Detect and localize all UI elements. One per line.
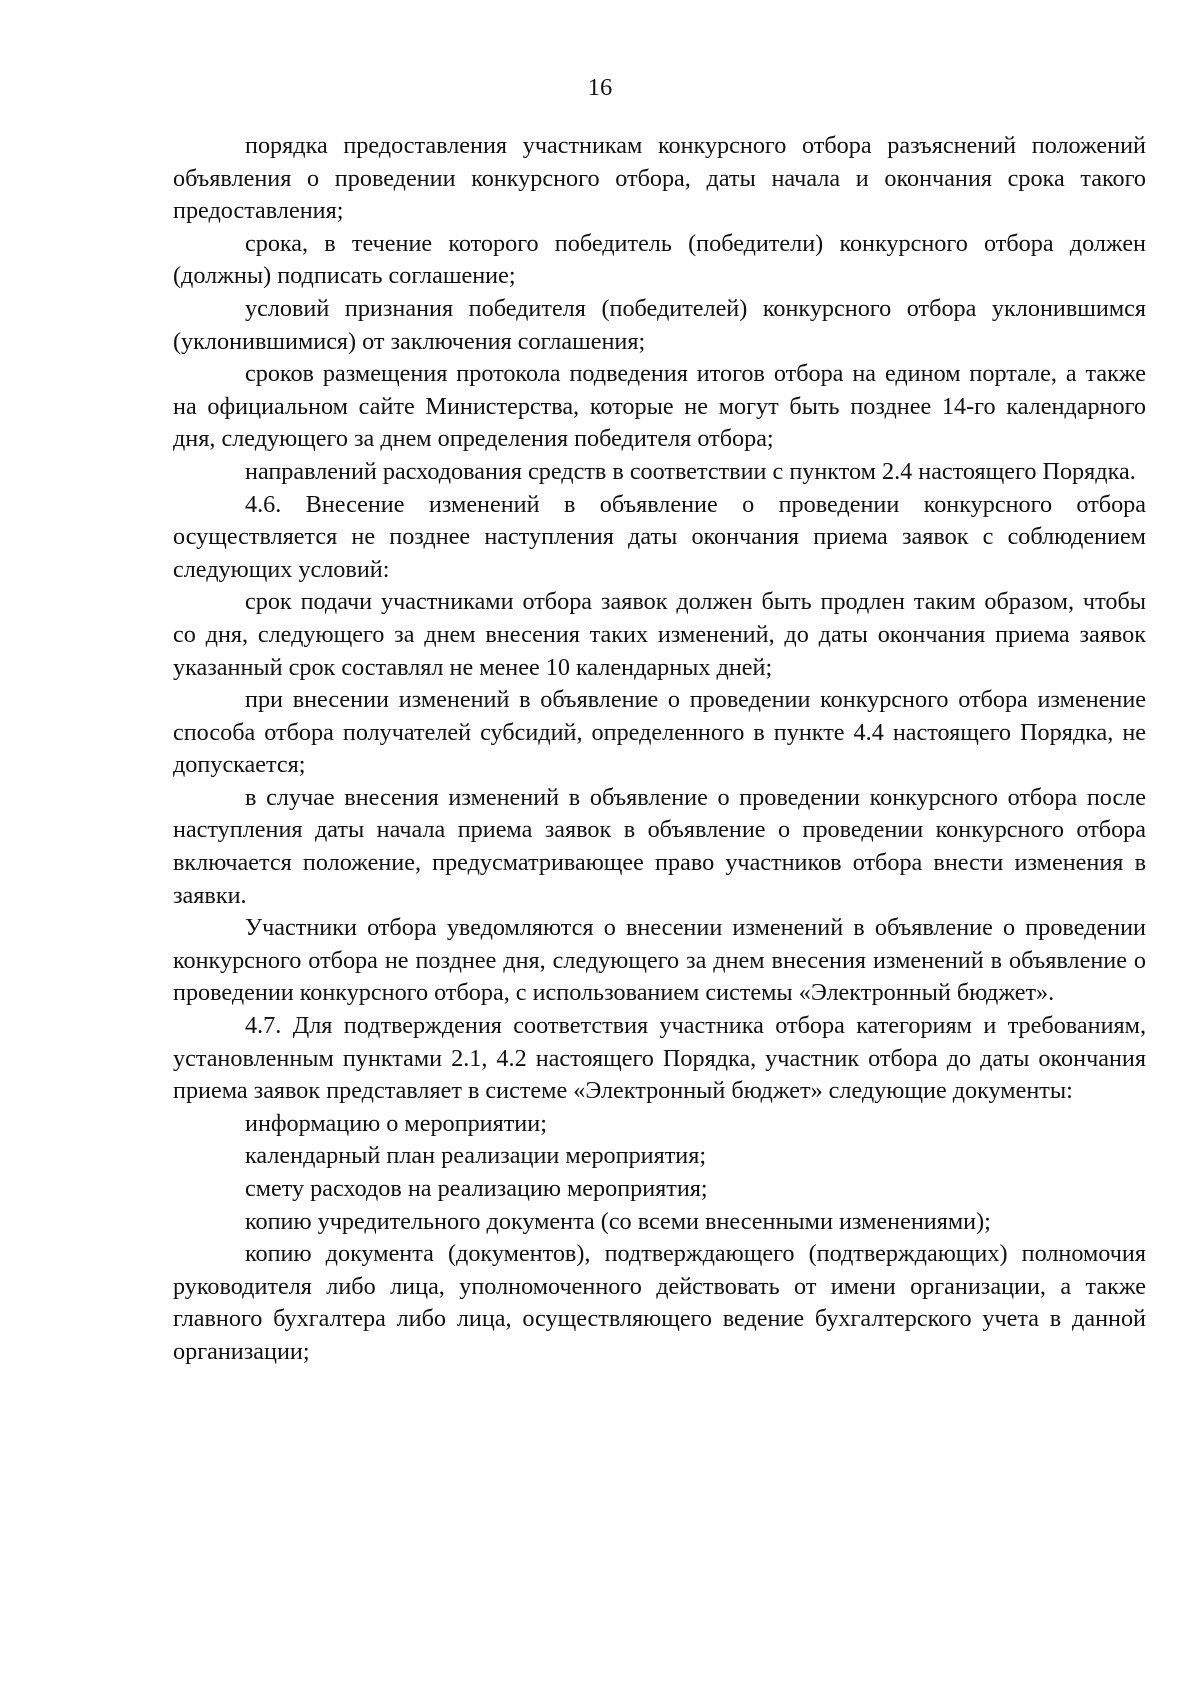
paragraph-6: 4.6. Внесение изменений в объявление о проведении конкурсного отбора осуществляется не позднее наступления даты окончания приема заявок с соблюдением следующих условий: <box>173 490 1146 583</box>
paragraph-9: в случае внесения изменений в объявление о проведении конкурсного отбора после наступления даты начала приема заявок в объявление о проведении конкурсного отбора включается положение, предусматривающее право участников отбора внести изменения в заявки. <box>173 783 1146 909</box>
paragraph-8: при внесении изменений в объявление о проведении конкурсного отбора изменение способа отбора получателей субсидий, определенного в пункте 4.4 настоящего Порядка, не допускается; <box>173 686 1146 779</box>
document-body <box>173 130 1146 1369</box>
paragraph-13: календарный план реализации мероприятия; <box>245 1142 707 1170</box>
paragraph-12: информацию о мероприятии; <box>245 1109 547 1137</box>
paragraph-2: срока, в течение которого победитель (победители) конкурсного отбора должен (должны) подписать соглашение; <box>173 229 1146 290</box>
paragraph-5: направлений расходования средств в соответствии с пунктом 2.4 настоящего Порядка. <box>245 457 1136 485</box>
page-number: 16 <box>587 74 613 101</box>
paragraph-3: условий признания победителя (победителей) конкурсного отбора уклонившимся (уклонившимися) от заключения соглашения; <box>173 294 1146 355</box>
paragraph-11: 4.7. Для подтверждения соответствия участника отбора категориям и требованиям, установленным пунктами 2.1, 4.2 настоящего Порядка, участник отбора до даты окончания приема заявок представляет в системе «Электронный бюджет» следующие документы: <box>173 1012 1146 1105</box>
paragraph-7: срок подачи участниками отбора заявок должен быть продлен таким образом, чтобы со дня, следующего за днем внесения таких изменений, до даты окончания приема заявок указанный срок составлял не менее 10 календарных дней; <box>173 588 1146 681</box>
paragraph-10: Участники отбора уведомляются о внесении изменений в объявление о проведении конкурсного отбора не позднее дня, следующего за днем внесения изменений в объявление о проведении конкурсного отбора, с использованием системы «Электронный бюджет». <box>173 914 1146 1007</box>
paragraph-16: копию документа (документов), подтверждающего (подтверждающих) полномочия руководителя либо лица, уполномоченного действовать от имени организации, а также главного бухгалтера либо лица, осуществляющего ведение бухгалтерского учета в данной организации; <box>173 1240 1146 1365</box>
paragraph-4: сроков размещения протокола подведения итогов отбора на едином портале, а также на официальном сайте Министерства, которые не могут быть позднее 14-го календарного дня, следующего за днем определения победителя отбора; <box>173 360 1146 453</box>
paragraph-15: копию учредительного документа (со всеми внесенными изменениями); <box>245 1207 991 1235</box>
paragraph-1: порядка предоставления участникам конкурсного отбора разъяснений положений объявления о проведении конкурсного отбора, даты начала и окончания срока такого предоставления; <box>173 132 1146 225</box>
paragraph-14: смету расходов на реализацию мероприятия; <box>245 1175 708 1202</box>
